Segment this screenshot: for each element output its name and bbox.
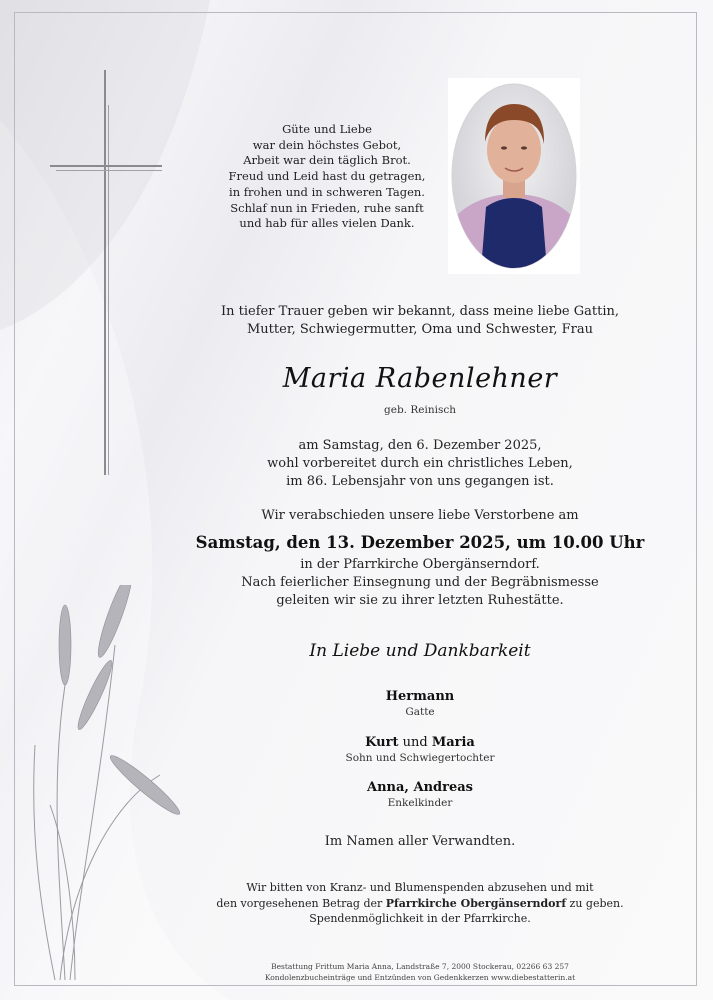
funeral-line: geleiten wir sie zu ihrer letzten Ruhestätte. — [276, 593, 564, 608]
mourner-name: Anna, Andreas — [367, 780, 473, 795]
poem-line: Güte und Liebe — [282, 122, 372, 136]
mourner-entry — [190, 779, 650, 810]
donation-line: Spendenmöglichkeit in der Pfarrkirche. — [309, 912, 531, 925]
donation-line: Wir bitten von Kranz- und Blumenspenden abzusehen und mit — [246, 881, 594, 894]
donation-pre: den vorgesehenen Betrag der — [216, 896, 386, 910]
portrait-photo — [448, 78, 580, 274]
footer-line: Kondolenzbucheinträge und Entzünden von Gedenkkerzen www.diebestatterin.at — [264, 972, 576, 982]
mourner-name-a: Kurt — [365, 735, 399, 750]
portrait-image — [451, 82, 577, 270]
mourner-name — [190, 734, 650, 751]
farewell-intro: Wir verabschieden unsere liebe Verstorbene am — [261, 508, 579, 523]
poem — [222, 122, 432, 232]
relatives-note: Im Namen aller Verwandten. — [324, 834, 516, 849]
donation-post: zu geben. — [566, 896, 624, 910]
mourner-entry — [190, 688, 650, 719]
mourner-role: Sohn und Schwiegertochter — [345, 752, 495, 764]
announcement-intro — [190, 303, 650, 339]
poem-line: Schlaf nun in Frieden, ruhe sanft — [230, 200, 424, 215]
poem-line: war dein höchstes Gebot, — [252, 137, 402, 152]
death-line: im 86. Lebensjahr von uns gegangen ist. — [286, 474, 554, 489]
mourner-name: Hermann — [385, 689, 455, 704]
poem-line: Freud und Leid hast du getragen, — [228, 169, 426, 184]
mourner-role: Enkelkinder — [387, 797, 453, 809]
deceased-name: Maria Rabenlehner — [282, 363, 558, 394]
cross-icon — [50, 70, 165, 480]
donation-note — [190, 880, 650, 927]
death-line: wohl vorbereitet durch ein christliches Leben, — [267, 456, 573, 471]
footer — [190, 962, 650, 983]
footer-line: Bestattung Frittum Maria Anna, Landstraße 7, 2000 Stockerau, 02266 63 257 — [271, 962, 569, 971]
wheat-icon — [20, 585, 190, 985]
poem-line: und hab für alles vielen Dank. — [239, 216, 415, 231]
intro-line: In tiefer Trauer geben wir bekannt, dass meine liebe Gattin, — [221, 304, 619, 319]
death-line: am Samstag, den 6. Dezember 2025, — [298, 438, 542, 453]
mourner-name-b: Maria — [431, 735, 475, 750]
funeral-line: Nach feierlicher Einsegnung und der Begräbnismesse — [241, 575, 599, 590]
mourner-joiner: und — [398, 735, 432, 750]
mourner-entry — [190, 734, 650, 765]
funeral-datetime: Samstag, den 13. Dezember 2025, um 10.00 Uhr — [195, 533, 645, 552]
intro-line: Mutter, Schwiegermutter, Oma und Schwester, Frau — [247, 322, 593, 337]
mourner-role: Gatte — [405, 706, 435, 718]
death-notice — [190, 437, 650, 491]
birth-name: geb. Reinisch — [384, 404, 456, 416]
donation-recipient: Pfarrkirche Obergänserndorf — [385, 896, 567, 910]
donation-line — [190, 896, 650, 912]
funeral-line: in der Pfarrkirche Obergänserndorf. — [300, 557, 540, 572]
poem-line: in frohen und in schweren Tagen. — [229, 184, 425, 199]
thanks-heading: In Liebe und Dankbarkeit — [309, 641, 531, 661]
poem-line: Arbeit war dein täglich Brot. — [243, 153, 411, 168]
funeral-details — [190, 556, 650, 610]
